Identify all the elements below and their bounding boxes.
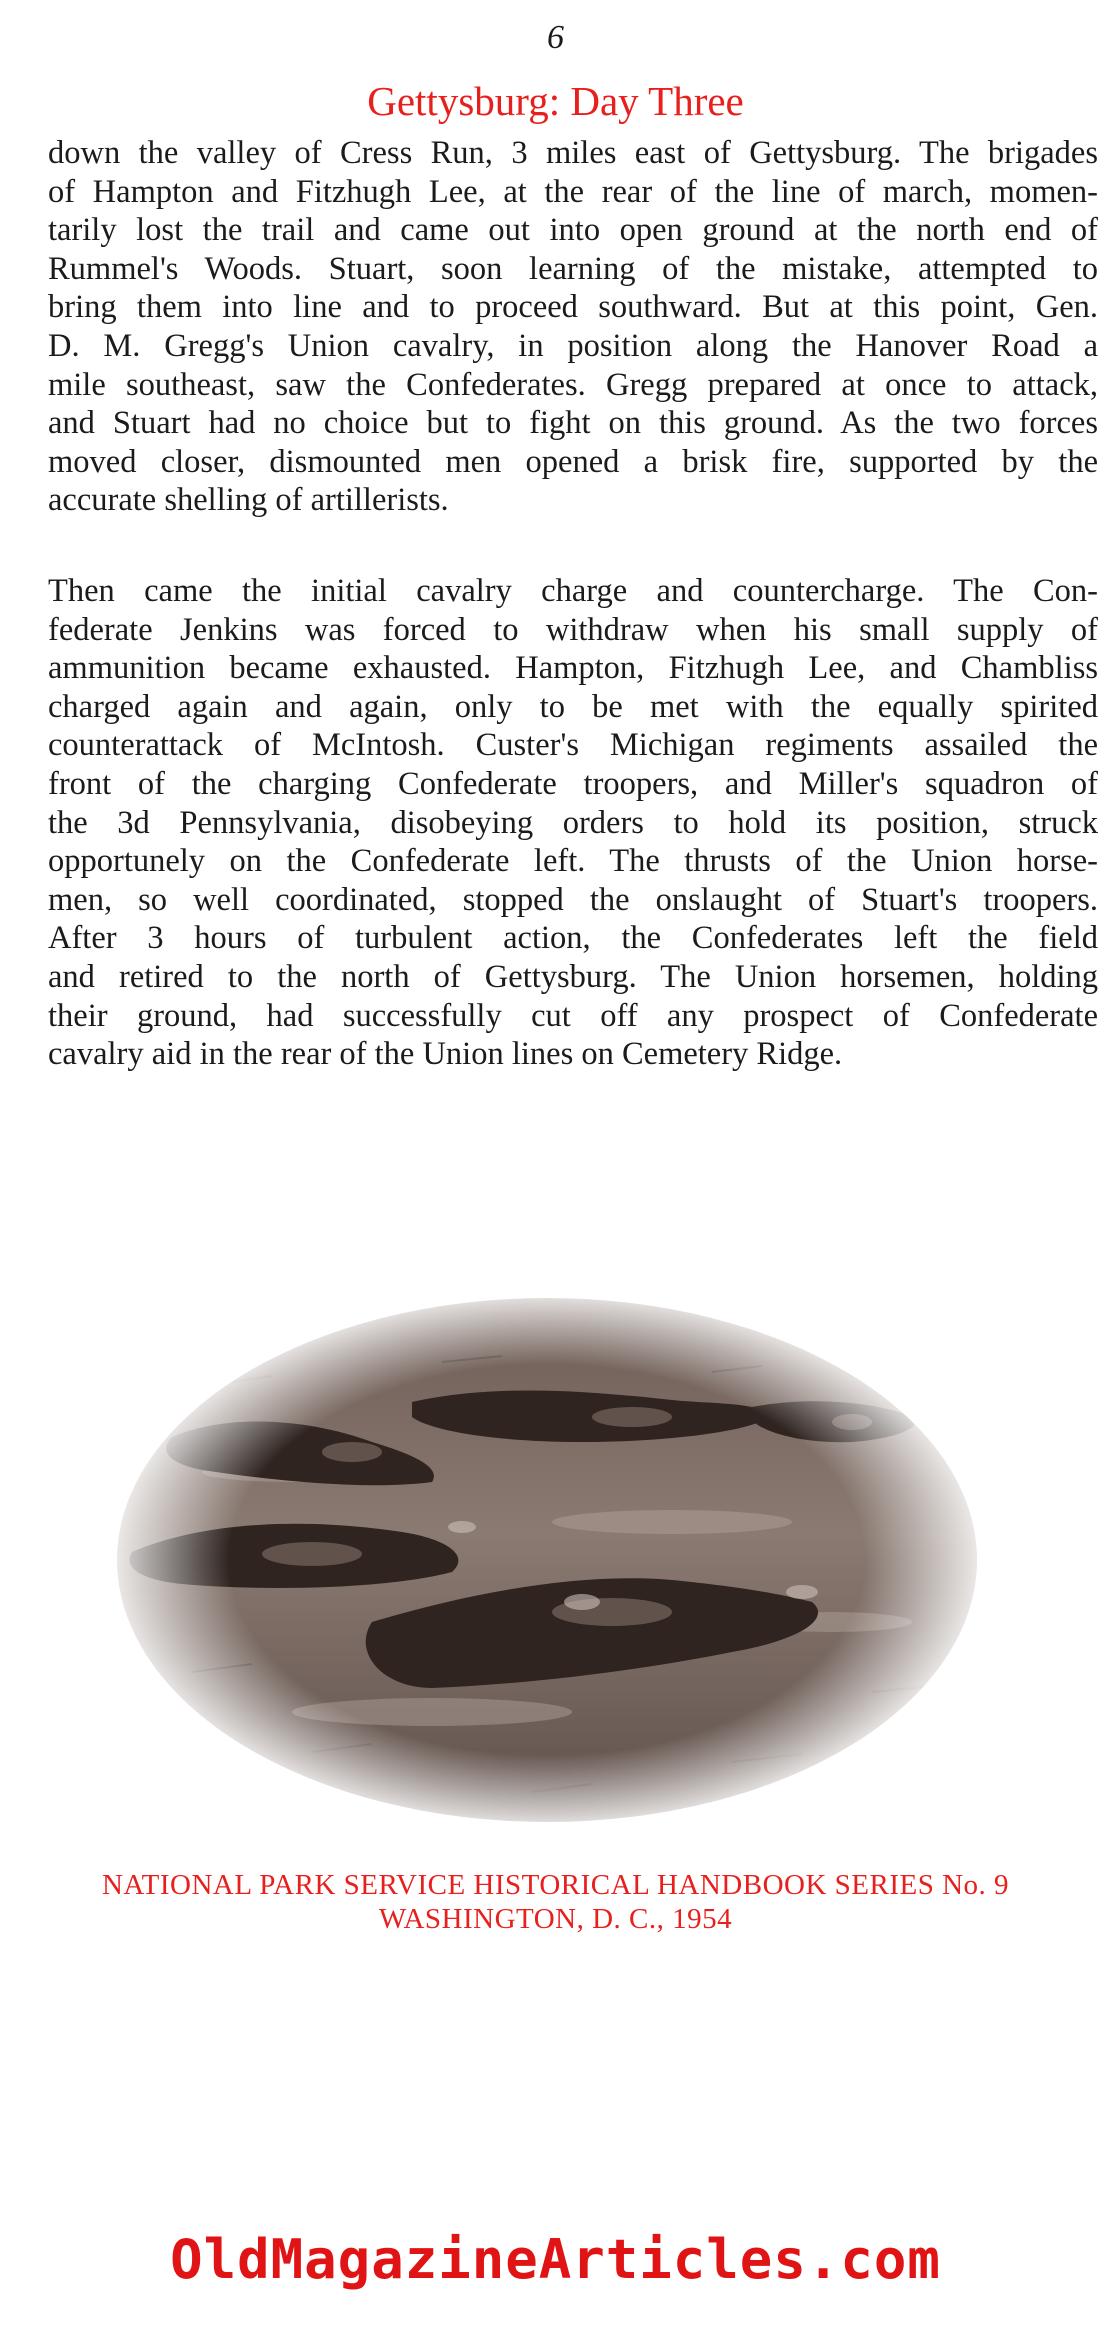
site-watermark: OldMagazineArticles.com bbox=[170, 2228, 941, 2291]
text-line: ammunition became exhausted. Hampton, Fitzhugh Lee, and Chambliss bbox=[48, 650, 1098, 687]
text-line: front of the charging Confederate troopers, and Miller's squadron of bbox=[48, 765, 1098, 802]
text-line: Rummel's Woods. Stuart, soon learning of the mistake, attempted to bbox=[48, 250, 1098, 287]
text-line: After 3 hours of turbulent action, the Confederates left the field bbox=[48, 920, 1098, 957]
credit-place-date: WASHINGTON, D. C., 1954 bbox=[378, 1903, 733, 1935]
text-line: opportunely on the Confederate left. The thrusts of the Union horse- bbox=[48, 843, 1098, 880]
text-line: federate Jenkins was forced to withdraw when his small supply of bbox=[48, 611, 1098, 648]
credit-series: NATIONAL PARK SERVICE HISTORICAL HANDBOOK SERIES No. 9 bbox=[101, 1869, 1010, 1901]
text-line: charged again and again, only to be met with the equally spirited bbox=[48, 688, 1098, 725]
text-line: their ground, had successfully cut off any prospect of Confederate bbox=[48, 997, 1098, 1034]
text-line: down the valley of Cress Run, 3 miles east of Gettysburg. The brigades bbox=[48, 135, 1098, 171]
page-title: Gettysburg: Day Three bbox=[367, 78, 744, 124]
paragraph-2 bbox=[48, 572, 1098, 1074]
paragraph-1 bbox=[48, 134, 1098, 520]
text-line: bring them into line and to proceed southward. But at this point, Gen. bbox=[48, 289, 1098, 326]
photo-illustration bbox=[112, 1292, 982, 1828]
text-line: D. M. Gregg's Union cavalry, in position along the Hanover Road a bbox=[48, 327, 1098, 364]
text-line: and Stuart had no choice but to fight on this ground. As the two forces bbox=[48, 405, 1098, 442]
text-line: mile southeast, saw the Confederates. Gregg prepared at once to attack, bbox=[48, 366, 1098, 403]
text-line: accurate shelling of artillerists. bbox=[48, 482, 449, 519]
text-line: the 3d Pennsylvania, disobeying orders to hold its position, struck bbox=[48, 804, 1098, 841]
text-line: counterattack of McIntosh. Custer's Michigan regiments assailed the bbox=[48, 727, 1098, 764]
text-line: tarily lost the trail and came out into open ground at the north end of bbox=[48, 212, 1098, 249]
text-line: of Hampton and Fitzhugh Lee, at the rear of the line of march, momen- bbox=[48, 173, 1098, 210]
text-line: Then came the initial cavalry charge and countercharge. The Con- bbox=[48, 573, 1098, 609]
text-line: moved closer, dismounted men opened a brisk fire, supported by the bbox=[48, 443, 1098, 480]
page-number: 6 bbox=[547, 19, 564, 56]
battlefield-photo bbox=[112, 1292, 982, 1828]
text-line: cavalry aid in the rear of the Union lines on Cemetery Ridge. bbox=[48, 1036, 843, 1073]
text-line: and retired to the north of Gettysburg. The Union horsemen, holding bbox=[48, 958, 1098, 995]
text-line: men, so well coordinated, stopped the onslaught of Stuart's troopers. bbox=[48, 881, 1098, 918]
